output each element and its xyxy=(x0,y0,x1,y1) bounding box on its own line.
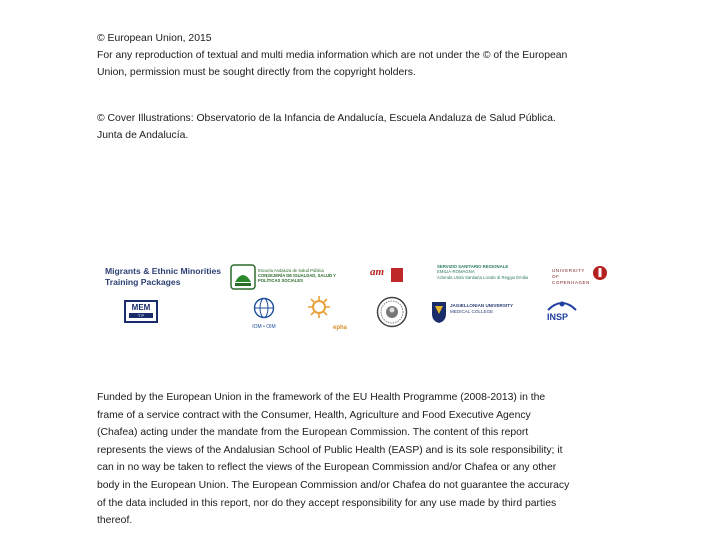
partner-logos xyxy=(100,262,610,332)
disclaimer-line: (Chafea) acting under the mandate from the European Commission. The content of this report xyxy=(97,427,529,439)
insp-emblem-icon xyxy=(544,298,580,312)
epha-label: epha xyxy=(332,325,347,331)
jagiellonian-logo xyxy=(430,300,530,328)
junta-emblem-icon xyxy=(230,264,256,292)
ssr-emilia-romagna-logo xyxy=(437,264,537,280)
jagiellonian-crest-icon xyxy=(430,300,448,324)
disclaimer-line: body in the European Union. The European Commission and/or Chafea do not guarantee the accuracy xyxy=(97,479,570,491)
iom-logo xyxy=(250,297,278,330)
seal-icon xyxy=(376,296,408,328)
mem-logo-sub: T P xyxy=(129,313,153,318)
cover-credit-line: Junta de Andalucía. xyxy=(97,130,189,141)
copyright-line: Union, permission must be sought directly from the copyright holders. xyxy=(97,67,416,78)
insp-logo xyxy=(544,298,580,326)
cover-credit-line: © Cover Illustrations: Observatorio de la Infancia de Andalucía, Escuela Andaluza de Salud Pública. xyxy=(97,113,556,124)
mem-logo xyxy=(124,300,158,323)
amc-logo-mark xyxy=(391,268,403,282)
disclaimer-line: can in no way be taken to reflect the views of the European Commission and/or Chafea or any other xyxy=(97,462,557,474)
cover-credit xyxy=(97,110,613,144)
disclaimer-line: frame of a service contract with the Consumer, Health, Agriculture and Food Executive Agency xyxy=(97,409,531,421)
junta-line: CONSEJERÍA DE IGUALDAD, SALUD Y POLÍTICAS SOCIALES xyxy=(258,273,336,284)
jagiellonian-line: MEDICAL COLLEGE xyxy=(450,308,494,314)
funding-disclaimer xyxy=(97,389,613,530)
mem-logo-title xyxy=(105,266,235,288)
copyright-line: For any reproduction of textual and multi media information which are not under the © of the European xyxy=(97,50,568,61)
insp-label: INSP xyxy=(547,312,569,322)
junta-line: Escuela Andaluza de Salud Pública xyxy=(258,268,324,273)
ssr-line: Azienda Unità Sanitaria Locale di Reggio Emilia xyxy=(437,274,529,280)
mem-title-line: Training Packages xyxy=(105,277,181,287)
disclaimer-line: of the data included in this report, nor do they accept responsibility for any use made by third parties xyxy=(97,497,557,509)
disclaimer-line: Funded by the European Union in the framework of the EU Health Programme (2008-2013) in the xyxy=(97,392,546,403)
ssr-line: EMILIA-ROMAGNA xyxy=(437,269,475,275)
copyright-notice xyxy=(97,30,613,81)
epha-logo xyxy=(301,294,347,331)
university-seal-logo xyxy=(376,296,408,328)
jagiellonian-line: JAGIELLONIAN UNIVERSITY xyxy=(450,303,514,308)
copyright-line: © European Union, 2015 xyxy=(97,33,212,44)
ucph-line: COPENHAGEN xyxy=(552,280,591,285)
iom-label: IOM • OIM xyxy=(252,324,276,330)
ucph-line: UNIVERSITY OF xyxy=(552,268,585,279)
epha-sun-icon xyxy=(301,294,347,320)
junta-andalucia-logo xyxy=(230,264,355,294)
ucph-emblem-icon xyxy=(592,264,608,284)
disclaimer-line: thereof. xyxy=(97,515,133,527)
mem-title-line: Migrants & Ethnic Minorities xyxy=(105,266,222,276)
iom-globe-icon xyxy=(250,297,278,319)
amc-logo-text: am xyxy=(370,266,385,278)
mem-logo-text: MEM xyxy=(131,303,151,312)
disclaimer-line: represents the views of the Andalusian School of Public Health (EASP) and is its sole responsibility; it xyxy=(97,444,563,456)
ssr-line: SERVIZIO SANITARIO REGIONALE xyxy=(437,264,509,269)
